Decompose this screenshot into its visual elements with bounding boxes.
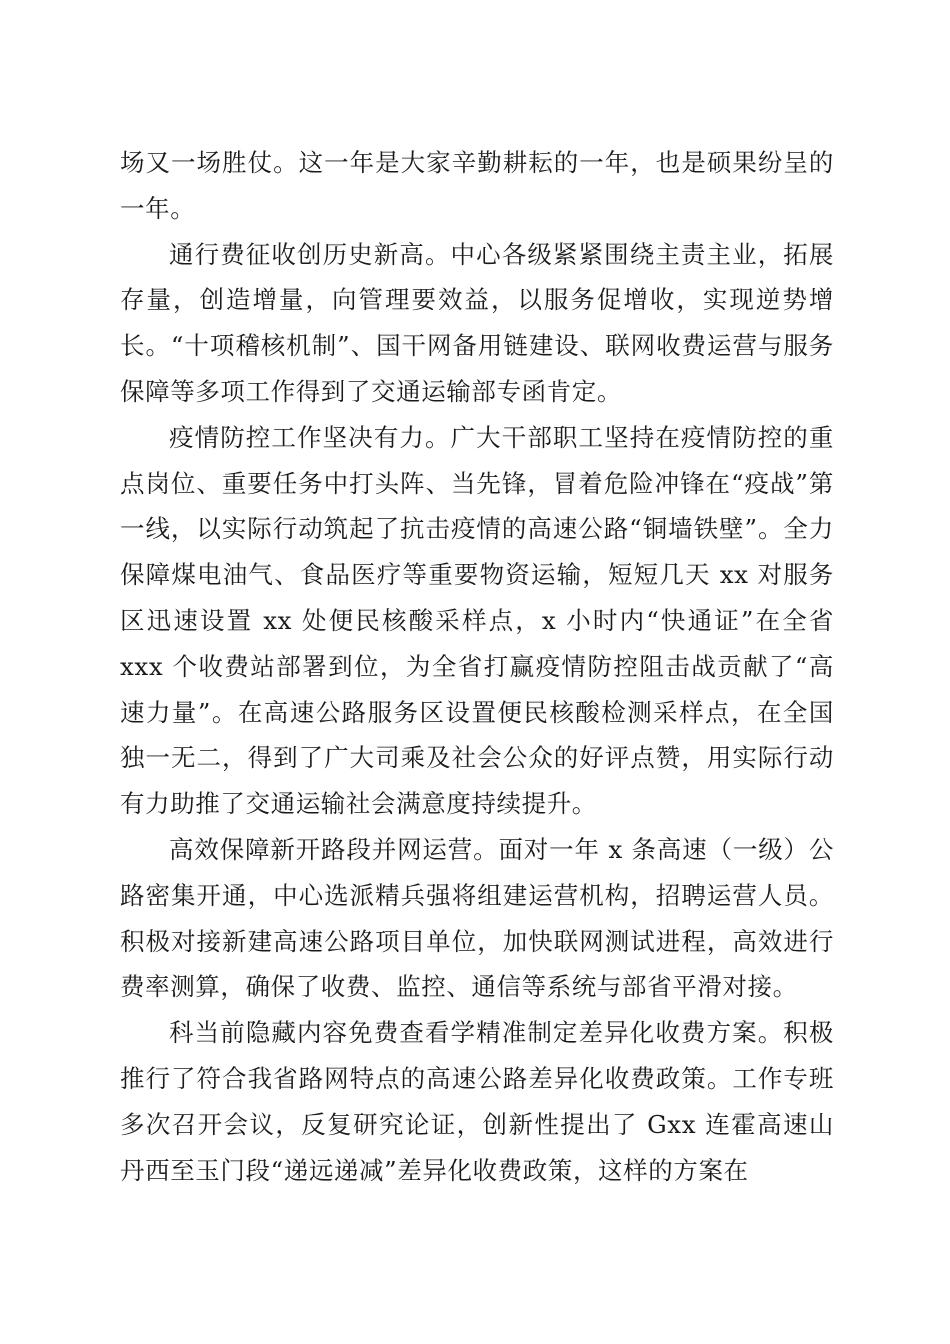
paragraph-continuation: 场又一场胜仗。这一年是大家辛勤耕耘的一年，也是硕果纷呈的一年。 xyxy=(120,148,834,223)
body-text xyxy=(120,140,834,1193)
paragraph-new-road-operation: 高效保障新开路段并网运营。面对一年 x 条高速（一级）公路密集开通，中心选派精兵强将组建运营机构，招聘运营人员。积极对接新建高速公路项目单位，加快联网测试进程，高效进行费率测算，确保了收费、监控、通信等系统与部省平滑对接。 xyxy=(120,834,834,1002)
paragraph-differential-toll: 科当前隐藏内容免费查看学精准制定差异化收费方案。积极推行了符合我省路网特点的高速公路差异化收费政策。工作专班多次召开会议，反复研究论证，创新性提出了 Gxx 连霍高速山丹西至玉门段“递远递减”差异化收费政策，这样的方案在 xyxy=(120,1018,834,1185)
paragraph-toll-revenue: 通行费征收创历史新高。中心各级紧紧围绕主责主业，拓展存量，创造增量，向管理要效益，以服务促增收，实现逆势增长。“十项稽核机制”、国干网备用链建设、联网收费运营与服务保障等多项工作得到了交通运输部专函肯定。 xyxy=(120,239,834,406)
paragraph-epidemic-control: 疫情防控工作坚决有力。广大干部职工坚持在疫情防控的重点岗位、重要任务中打头阵、当先锋，冒着危险冲锋在“疫战”第一线，以实际行动筑起了抗击疫情的高速公路“铜墙铁壁”。全力保障煤电油气、食品医疗等重要物资运输，短短几天 xx 对服务区迅速设置 xx 处便民核酸采样点，x 小时内“快通证”在全省 xxx 个收费站部署到位，为全省打赢疫情防控阻击战贡献了“高速力量”。在高速公路服务区设置便民核酸检测采样点，在全国独一无二，得到了广大司乘及社会公众的好评点赞，用实际行动有力助推了交通运输社会满意度持续提升。 xyxy=(120,422,834,819)
